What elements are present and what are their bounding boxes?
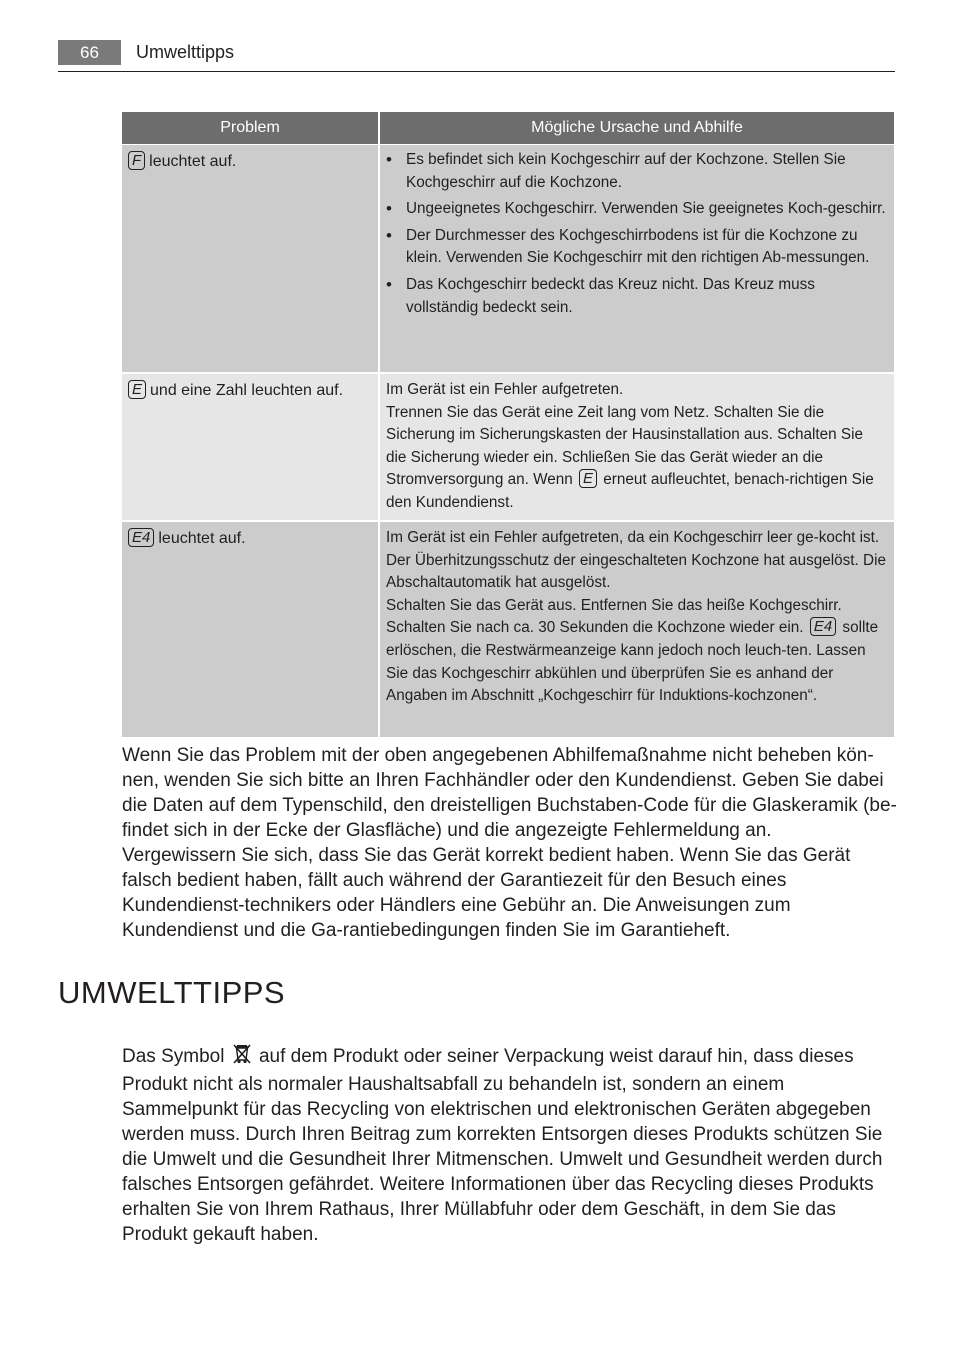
table-row bbox=[122, 522, 894, 737]
remedy-cell bbox=[380, 145, 894, 372]
problem-cell bbox=[122, 374, 378, 520]
column-header-remedy: Mögliche Ursache und Abhilfe bbox=[380, 112, 894, 144]
remedy-text-part: Schalten Sie das Gerät aus. Entfernen Sie das heiße Kochgeschirr. Schalten Sie nach ca. 30 Sekunden die Kochzone wieder ein. bbox=[386, 596, 842, 637]
remedy-bullet: • Ungeeignetes Kochgeschirr. Verwenden Sie geeignetes Koch-geschirr. bbox=[386, 198, 886, 221]
problem-cell bbox=[122, 145, 378, 372]
display-symbol-e4: E4 bbox=[128, 528, 154, 547]
problem-text: leuchtet auf. bbox=[149, 153, 237, 170]
remedy-text-part: erneut aufleuchtet, benach-richtigen Sie den Kundendienst. bbox=[386, 471, 874, 511]
troubleshooting-table bbox=[122, 112, 894, 739]
paragraph: Wenn Sie das Problem mit der oben angegebenen Abhilfemaßnahme nicht beheben kön-nen, wenden Sie sich bitte an Ihren Fachhändler oder den Kundendienst. Geben Sie dabei die Daten auf dem Typenschild, den dreistelligen Buchstaben-Code für die Glaskeramik (be-findet sich in der Ecke der Glasfläche) und die angezeigte Fehlermeldung an. bbox=[122, 745, 897, 841]
problem-text: leuchtet auf. bbox=[158, 530, 246, 547]
paragraph: Vergewissern Sie sich, dass Sie das Gerät korrekt bedient haben. Wenn Sie das Gerät falsch bedient haben, fällt auch während der Garantiezeit für den Besuch eines Kundendienst-technikers oder Händlers eine Gebühr an. Die Anweisungen zum Kundendienst und die Ga-rantiebedingungen finden Sie im Garantieheft. bbox=[122, 845, 851, 941]
page-number: 66 bbox=[58, 40, 121, 65]
remedy-text: Im Gerät ist ein Fehler aufgetreten, da ein Kochgeschirr leer ge-kocht ist. Der Überhitzungsschutz der eingeschalteten Kochzone hat ausgelöst. Die Abschaltautomatik hat ausgelöst. bbox=[386, 529, 886, 592]
section-heading: UMWELTTIPPS bbox=[58, 975, 286, 1010]
display-symbol-e4: E4 bbox=[810, 617, 836, 636]
crossed-out-wheelie-bin-icon bbox=[232, 1043, 252, 1072]
table-row bbox=[122, 145, 894, 372]
paragraph bbox=[122, 1043, 897, 1247]
remedy-text-part: sollte erlöschen, die Restwärmeanzeige kann jedoch noch leuch-ten. Lassen Sie das Kochgeschirr abkühlen und überprüfen Sie es anhand der Angaben im Abschnitt „Kochgeschirr für Induktions-kochzonen“. bbox=[386, 619, 879, 705]
paragraph-text: Das Symbol bbox=[122, 1046, 225, 1067]
problem-cell bbox=[122, 522, 378, 737]
column-header-problem: Problem bbox=[122, 112, 378, 144]
remedy-bullet: • Der Durchmesser des Kochgeschirrbodens ist für die Kochzone zu klein. Verwenden Sie Kochgeschirr mit den richtigen Ab-messungen. bbox=[386, 225, 886, 270]
display-symbol-e: E bbox=[579, 469, 597, 488]
remedy-cell bbox=[380, 374, 894, 520]
running-section-title: Umwelttipps bbox=[136, 42, 235, 62]
remedy-bullet: • Es befindet sich kein Kochgeschirr auf der Kochzone. Stellen Sie Kochgeschirr auf die Kochzone. bbox=[386, 149, 886, 194]
remedy-text-part: Trennen Sie das Gerät eine Zeit lang vom Netz. Schalten Sie die Sicherung im Sicherungskasten der Hausinstallation aus. Schalten Sie die Sicherung wieder ein. Schließen Sie das Gerät wieder an die Stromversorgung an. Wenn bbox=[386, 403, 864, 489]
remedy-cell bbox=[380, 522, 894, 737]
remedy-text bbox=[386, 595, 886, 708]
display-symbol-e: E bbox=[128, 380, 146, 399]
environment-paragraph bbox=[122, 1043, 897, 1247]
remedy-bullet: • Das Kochgeschirr bedeckt das Kreuz nicht. Das Kreuz muss vollständig bedeckt sein. bbox=[386, 274, 886, 319]
remedy-text: Im Gerät ist ein Fehler aufgetreten. bbox=[386, 381, 624, 398]
remedy-list bbox=[386, 149, 886, 319]
display-symbol-f: F bbox=[128, 151, 145, 170]
problem-text: und eine Zahl leuchten auf. bbox=[150, 382, 344, 399]
remedy-text bbox=[386, 402, 886, 515]
page-header bbox=[58, 38, 895, 72]
service-note bbox=[122, 743, 897, 943]
table-row bbox=[122, 374, 894, 520]
paragraph-text: auf dem Produkt oder seiner Verpackung weist darauf hin, dass dieses Produkt nicht als normaler Haushaltsabfall zu behandeln ist, sondern an einem Sammelpunkt für das Recycling von elektrischen und elektronischen Geräten abgegeben werden muss. Durch Ihren Beitrag zum korrekten Entsorgen dieses Produkts schützen Sie die Umwelt und die Gesundheit Ihrer Mitmenschen. Umwelt und Gesundheit werden durch falsches Entsorgen gefährdet. Weitere Informationen über das Recycling dieses Produkts erhalten Sie von Ihrem Rathaus, Ihrer Müllabfuhr oder dem Geschäft, in dem Sie das Produkt gekauft haben. bbox=[122, 1046, 883, 1245]
table-header-row bbox=[122, 112, 894, 144]
